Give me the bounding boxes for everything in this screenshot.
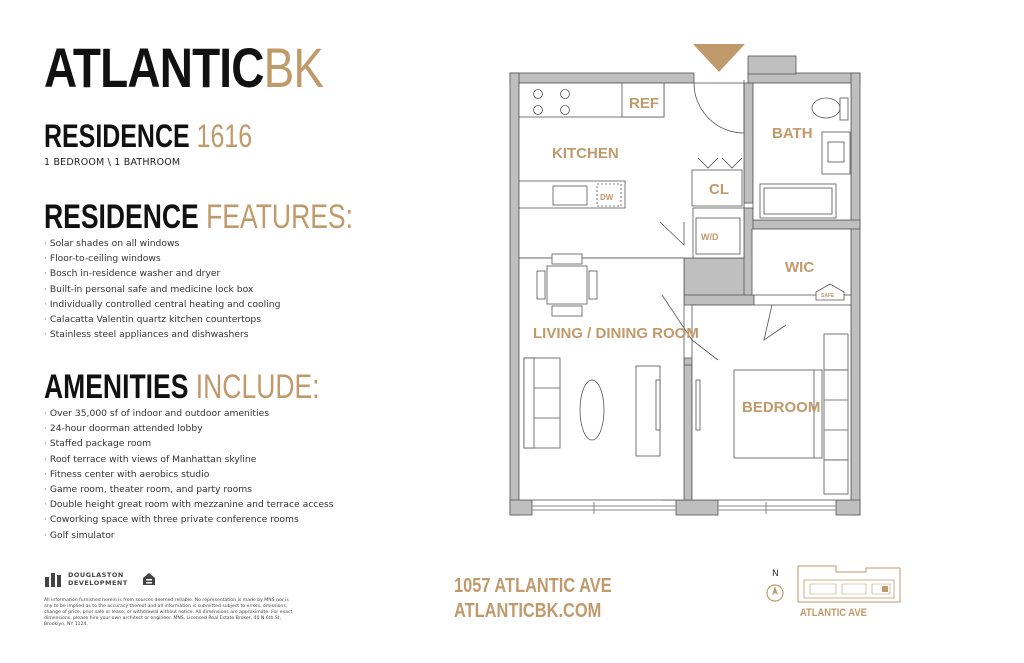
address-website[interactable]: ATLANTICBK.COM <box>454 600 602 622</box>
list-item: · Individually controlled central heating and cooling <box>44 297 280 312</box>
equal-housing-icon <box>142 572 156 586</box>
compass-icon <box>766 582 784 604</box>
room-label-ref: REF <box>629 95 659 112</box>
developer-line1: DOUGLASTON <box>68 571 124 579</box>
list-item: · Roof terrace with views of Manhattan skyline <box>44 452 334 467</box>
list-item: · Stainless steel appliances and dishwashers <box>44 327 280 342</box>
features-list <box>44 236 280 342</box>
room-label-safe: SAFE <box>821 293 835 299</box>
features-heading-bold: RESIDENCE <box>44 198 199 236</box>
list-item: · Coworking space with three private conference rooms <box>44 512 334 527</box>
room-label-dw: DW <box>600 193 614 202</box>
room-label-bath: BATH <box>772 125 813 142</box>
room-label-living: LIVING / DINING ROOM <box>533 325 699 342</box>
entry-arrow-icon <box>693 44 745 72</box>
residence-label: RESIDENCE <box>44 118 190 154</box>
residence-subtitle: 1 BEDROOM \ 1 BATHROOM <box>44 157 181 168</box>
developer-logo <box>44 571 156 587</box>
list-item: · Built-in personal safe and medicine lock box <box>44 282 280 297</box>
amenities-heading <box>44 369 320 405</box>
list-item: · Game room, theater room, and party rooms <box>44 482 334 497</box>
residence-title <box>44 118 252 154</box>
residence-number: 1616 <box>196 118 253 154</box>
features-heading <box>44 199 353 235</box>
floor-plan <box>486 40 886 530</box>
douglaston-logo-icon <box>44 571 62 587</box>
list-item: · Floor-to-ceiling windows <box>44 251 280 266</box>
north-label: N <box>772 569 779 579</box>
key-plan-street: ATLANTIC AVE <box>800 607 867 619</box>
amenities-list <box>44 406 334 543</box>
room-label-washer-dryer: W/D <box>701 232 719 242</box>
brand-logo <box>44 38 323 98</box>
room-label-closet: CL <box>709 181 729 198</box>
list-item: · Bosch in-residence washer and dryer <box>44 266 280 281</box>
brand-secondary: BK <box>263 36 324 99</box>
list-item: · 24-hour doorman attended lobby <box>44 421 334 436</box>
developer-name <box>68 571 128 587</box>
list-item: · Calacatta Valentin quartz kitchen countertops <box>44 312 280 327</box>
room-label-kitchen: KITCHEN <box>552 145 619 162</box>
list-item: · Double height great room with mezzanine and terrace access <box>44 497 334 512</box>
list-item: · Golf simulator <box>44 528 334 543</box>
list-item: · Solar shades on all windows <box>44 236 280 251</box>
room-label-bedroom: BEDROOM <box>742 399 821 416</box>
amenities-heading-light: INCLUDE: <box>195 368 320 406</box>
address-street: 1057 ATLANTIC AVE <box>454 575 612 597</box>
list-item: · Fitness center with aerobics studio <box>44 467 334 482</box>
key-plan-map <box>796 564 902 604</box>
disclaimer-text: All information furnished herein is from sources deemed reliable. No representation is made by MNS nor is any to be implied as to the accuracy thereof and all information is submitted subject to errors, omissions, change of price, prior sale or lease, or withdrawal without notice. All dimensions are approximate. For exact dimensions, please hire your own architect or engineer. MNS, Licensed Real Estate Broker, 40 N 6th St, Brooklyn, NY 1124. <box>44 598 293 627</box>
brand-primary: ATLANTIC <box>44 36 264 99</box>
list-item: · Over 35,000 sf of indoor and outdoor amenities <box>44 406 334 421</box>
developer-line2: DEVELOPMENT <box>68 579 128 587</box>
list-item: · Staffed package room <box>44 436 334 451</box>
amenities-heading-bold: AMENITIES <box>44 368 189 406</box>
room-label-wic: WIC <box>785 259 815 276</box>
features-heading-light: FEATURES: <box>206 198 353 236</box>
